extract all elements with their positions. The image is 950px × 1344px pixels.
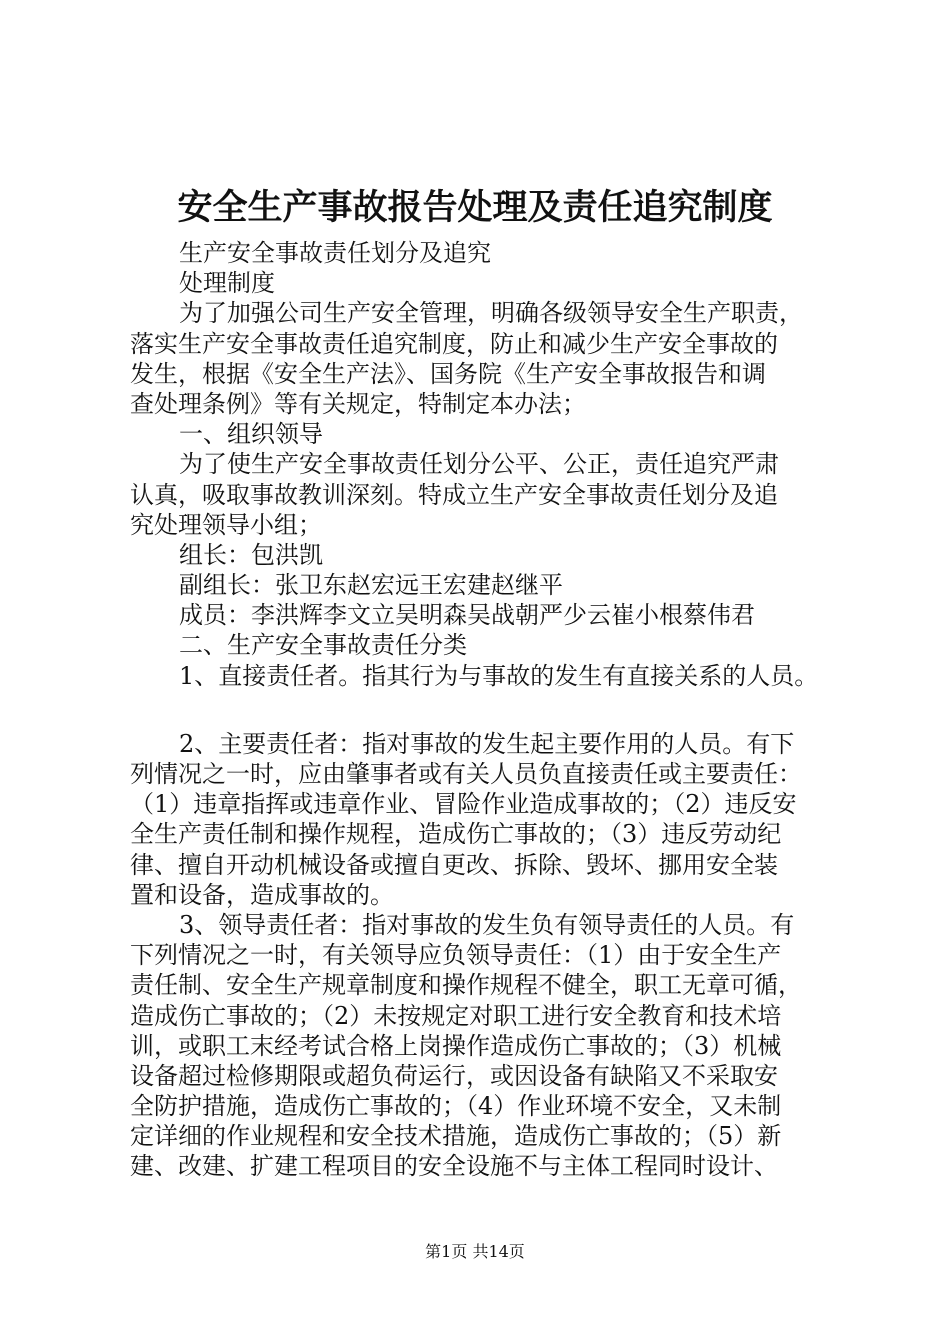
text-line: 认真，吸取事故教训深刻。特成立生产安全事故责任划分及追 xyxy=(130,480,778,509)
text-line: 为了加强公司生产安全管理，明确各级领导安全生产职责， xyxy=(179,299,803,328)
text-line: 律、擅自开动机械设备或擅自更改、拆除、毁坏、挪用安全装 xyxy=(130,850,778,879)
text-line: 成员：李洪辉李文立吴明森吴战朝严少云崔小根蔡伟君 xyxy=(179,601,755,630)
text-line: 建、改建、扩建工程项目的安全设施不与主体工程同时设计、 xyxy=(130,1152,778,1181)
text-line: 2、主要责任者：指对事故的发生起主要作用的人员。有下 xyxy=(179,729,795,758)
document-body xyxy=(130,238,830,1182)
text-line: 全防护措施，造成伤亡事故的；（4）作业环境不安全，又未制 xyxy=(130,1092,782,1121)
text-line: 定详细的作业规程和安全技术措施，造成伤亡事故的；（5）新 xyxy=(130,1122,782,1151)
text-line: 查处理条例》等有关规定，特制定本办法； xyxy=(130,389,586,418)
text-line: 3、领导责任者：指对事故的发生负有领导责任的人员。有 xyxy=(179,910,795,939)
text-line: 为了使生产安全事故责任划分公平、公正，责任追究严肃 xyxy=(179,450,779,479)
text-line: 落实生产安全事故责任追究制度，防止和减少生产安全事故的 xyxy=(130,329,778,358)
text-line: 下列情况之一时，有关领导应负领导责任：（1）由于安全生产 xyxy=(130,941,782,970)
text-line: 列情况之一时，应由肇事者或有关人员负直接责任或主要责任： xyxy=(130,760,802,788)
text-line: 全生产责任制和操作规程，造成伤亡事故的；（3）违反劳动纪 xyxy=(130,820,782,849)
text-line: 设备超过检修期限或超负荷运行，或因设备有缺陷又不采取安 xyxy=(130,1061,778,1090)
text-line: 责任制、安全生产规章制度和操作规程不健全，职工无章可循， xyxy=(130,971,802,1000)
text-line: 发生，根据《安全生产法》、国务院《生产安全事故报告和调 xyxy=(130,359,766,388)
text-line: 处理制度 xyxy=(179,269,275,298)
blank-line xyxy=(130,691,830,729)
text-line: 二、生产安全事故责任分类 xyxy=(179,631,467,660)
document-title: 安全生产事故报告处理及责任追究制度 xyxy=(177,187,773,228)
text-line: 1、直接责任者。指其行为与事故的发生有直接关系的人员。 xyxy=(179,661,819,690)
text-line: 训，或职工末经考试合格上岗操作造成伤亡事故的；（3）机械 xyxy=(130,1031,782,1060)
text-line: 造成伤亡事故的；（2）未按规定对职工进行安全教育和技术培 xyxy=(130,1001,782,1030)
text-line: 生产安全事故责任划分及追究 xyxy=(179,239,491,267)
text-line: 组长：包洪凯 xyxy=(179,540,323,569)
text-line: 一、组织领导 xyxy=(179,420,323,449)
text-line: 究处理领导小组； xyxy=(130,510,322,539)
text-line: （1）违章指挥或违章作业、冒险作业造成事故的；（2）违反安 xyxy=(130,790,797,819)
text-line: 副组长：张卫东赵宏远王宏建赵继平 xyxy=(179,571,563,600)
page-footer: 第1页 共14页 xyxy=(425,1242,525,1261)
text-line: 置和设备，造成事故的。 xyxy=(130,880,394,909)
